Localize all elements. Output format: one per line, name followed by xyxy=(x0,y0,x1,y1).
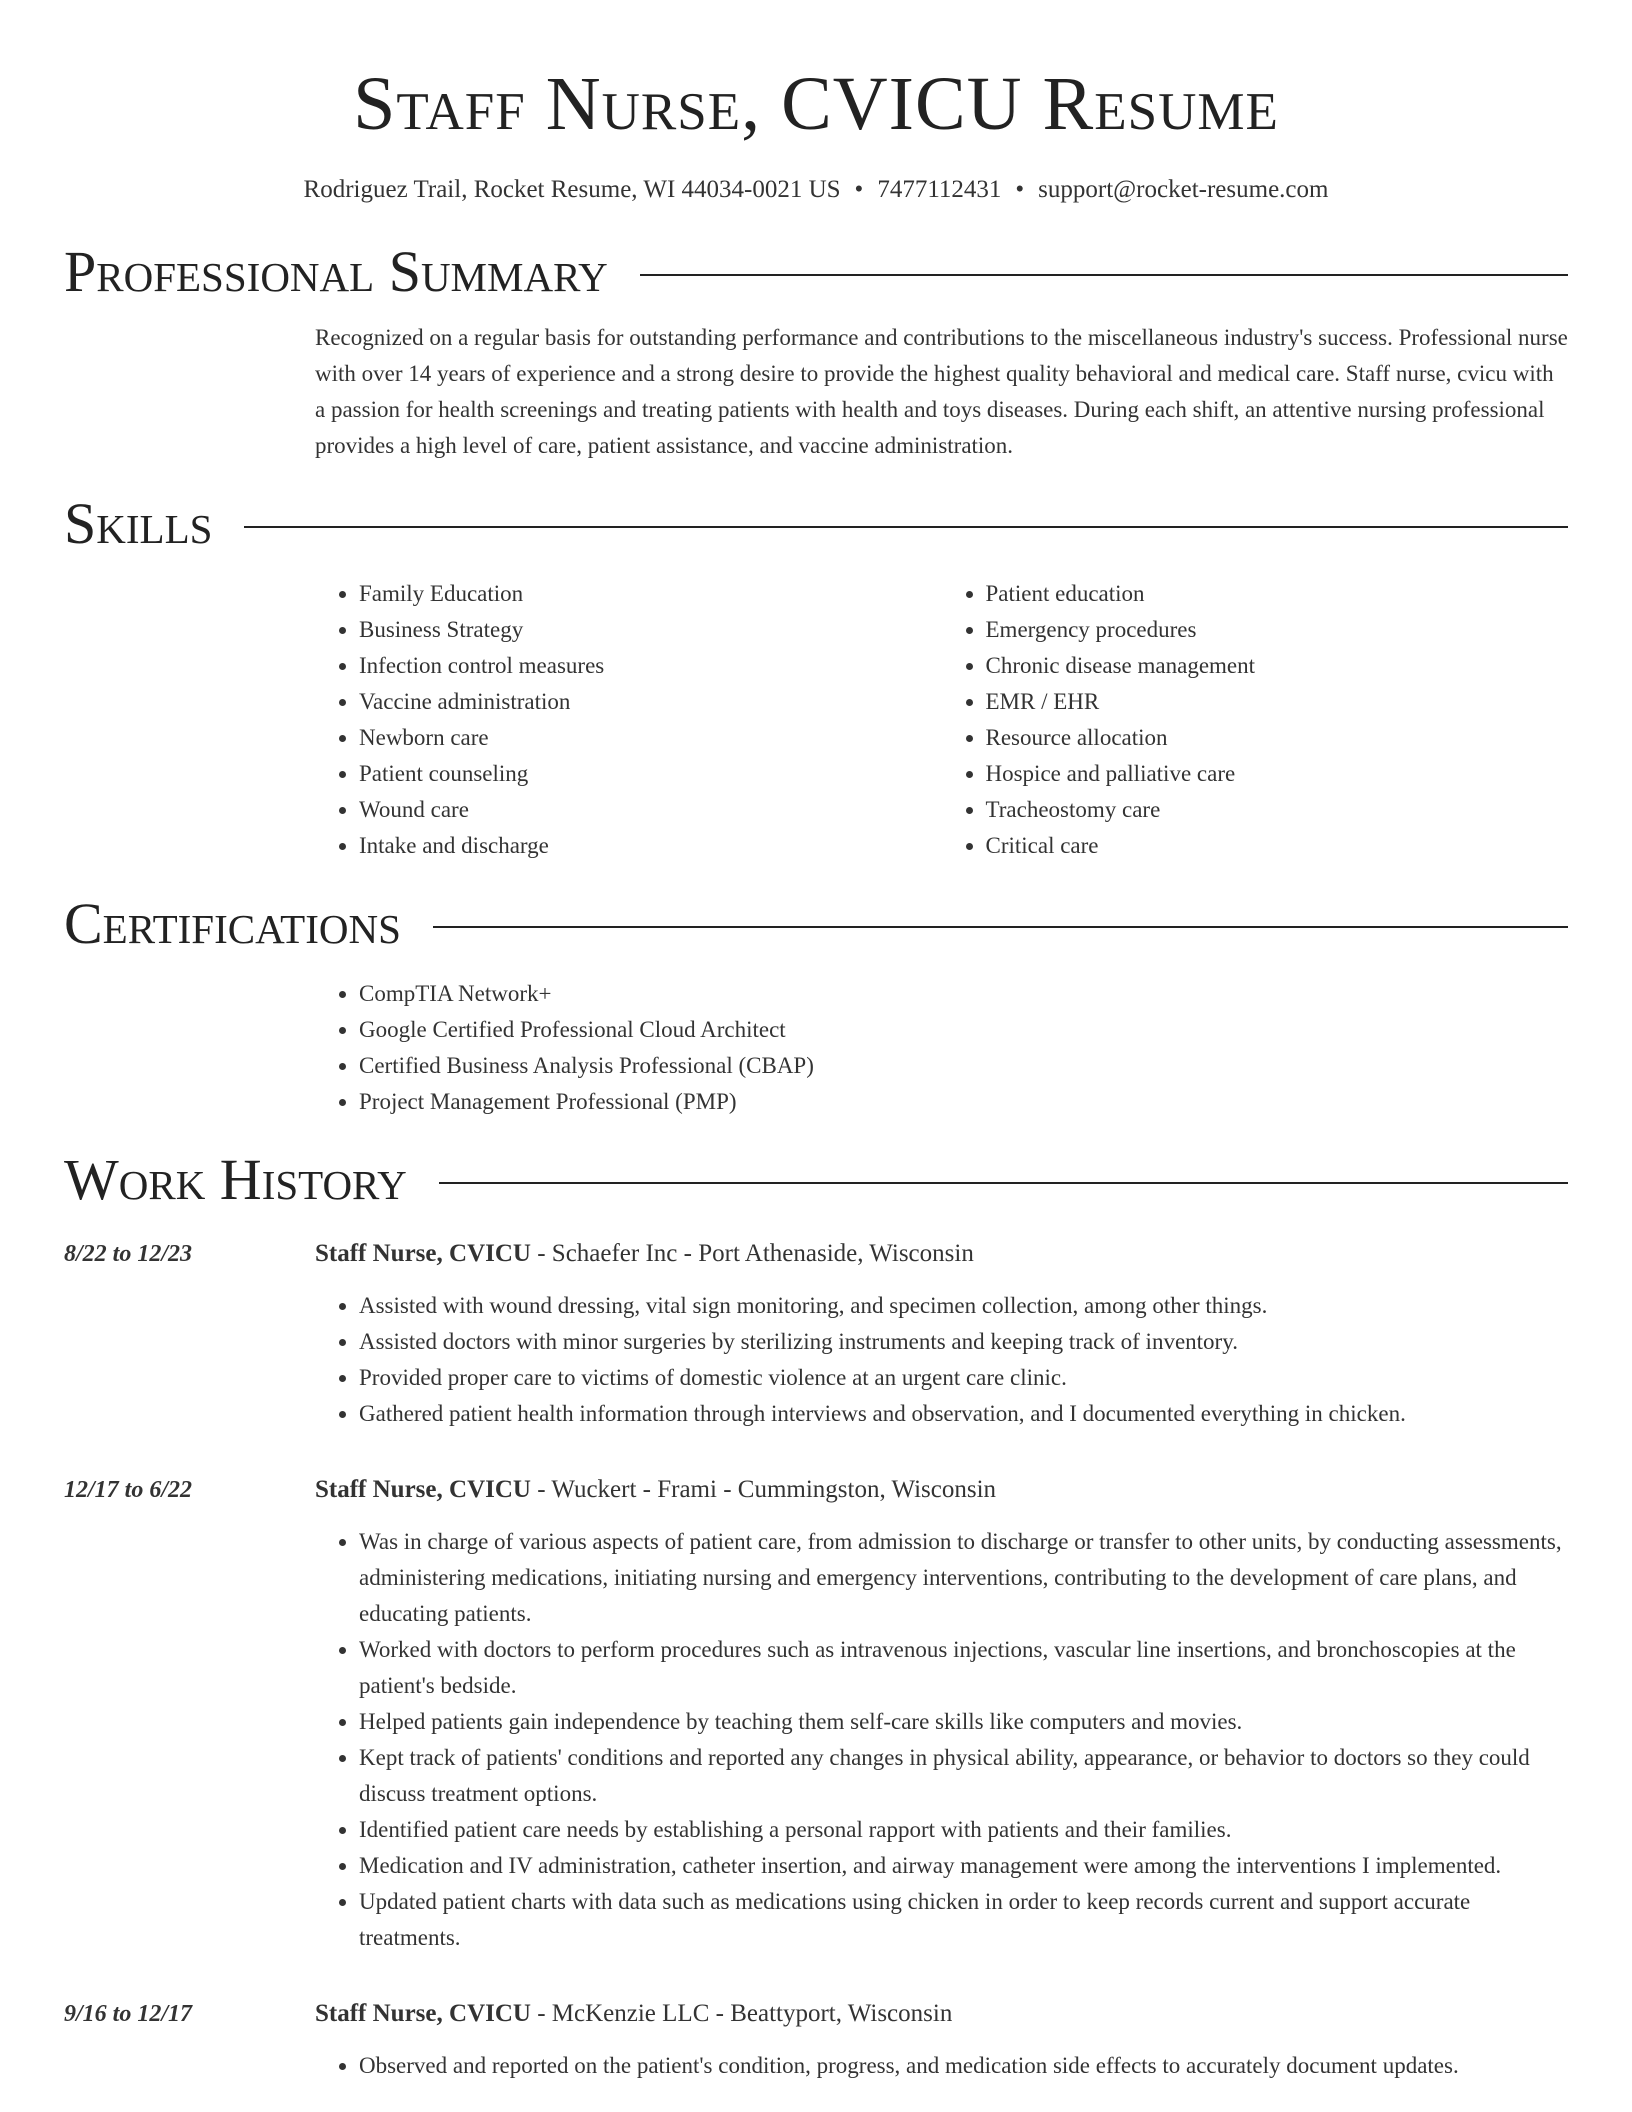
job-employer-location: - Schaefer Inc - Port Athenaside, Wisconsin xyxy=(530,1240,974,1267)
job-content xyxy=(315,1236,1568,1432)
contact-address: Rodriguez Trail, Rocket Resume, WI 44034-0021 US xyxy=(303,176,841,203)
summary-section-header xyxy=(64,239,1568,304)
job-employer-location: - Wuckert - Frami - Cummingston, Wisconsin xyxy=(530,1476,997,1503)
contact-line xyxy=(64,174,1568,206)
job-bullet: • Medication and IV administration, catheter insertion, and airway management were among the interventions I implemented. xyxy=(359,1848,1568,1884)
skill-item: • Resource allocation xyxy=(986,720,1569,756)
contact-separator: • xyxy=(854,176,864,203)
resume-page xyxy=(64,0,1568,2084)
job-title: Staff Nurse, CVICU xyxy=(315,1240,531,1267)
job-employer-location: - McKenzie LLC - Beattyport, Wisconsin xyxy=(530,2000,953,2027)
work-history-section-header xyxy=(64,1147,1568,1212)
skill-item: • Critical care xyxy=(986,828,1569,864)
resume-title: Staff Nurse, CVICU Resume xyxy=(353,62,1279,146)
job-bullets xyxy=(315,1524,1568,1956)
job-content xyxy=(315,1472,1568,1956)
job-heading xyxy=(315,1472,1568,1508)
job-bullet: • Assisted doctors with minor surgeries by sterilizing instruments and keeping track of inventory. xyxy=(359,1324,1568,1360)
job-bullet: • Was in charge of various aspects of patient care, from admission to discharge or transfer to other units, by conducting assessments, administering medications, initiating nursing and emergency interventions, contributing to the development of care plans, and educating patients. xyxy=(359,1524,1568,1632)
contact-phone: 7477112431 xyxy=(877,176,1002,203)
certification-item: • Project Management Professional (PMP) xyxy=(359,1084,1568,1120)
skill-item: • EMR / EHR xyxy=(986,684,1569,720)
job-bullet: • Updated patient charts with data such as medications using chicken in order to keep records current and support accurate treatments. xyxy=(359,1884,1568,1956)
skill-item: • Vaccine administration xyxy=(359,684,942,720)
job-bullet: • Worked with doctors to perform procedures such as intravenous injections, vascular line insertions, and bronchoscopies at the patient's bedside. xyxy=(359,1632,1568,1704)
certification-item: • Certified Business Analysis Professional (CBAP) xyxy=(359,1048,1568,1084)
job-title: Staff Nurse, CVICU xyxy=(315,1476,531,1503)
section-divider xyxy=(433,926,1568,928)
section-divider xyxy=(640,274,1568,276)
skill-item: • Tracheostomy care xyxy=(986,792,1569,828)
job-bullet: • Observed and reported on the patient's condition, progress, and medication side effects to accurately document updates. xyxy=(359,2048,1568,2084)
skills-section-header xyxy=(64,491,1568,556)
job-title: Staff Nurse, CVICU xyxy=(315,2000,531,2027)
skill-item: • Family Education xyxy=(359,576,942,612)
contact-email: support@rocket-resume.com xyxy=(1038,176,1329,203)
job-bullet: • Assisted with wound dressing, vital sign monitoring, and specimen collection, among other things. xyxy=(359,1288,1568,1324)
certifications-heading: Certifications xyxy=(64,891,401,956)
skill-item: • Patient education xyxy=(986,576,1569,612)
job-entry xyxy=(64,1472,1568,1956)
job-bullet: • Provided proper care to victims of domestic violence at an urgent care clinic. xyxy=(359,1360,1568,1396)
certifications-list xyxy=(315,976,1568,1120)
job-entry xyxy=(64,1996,1568,2084)
job-content xyxy=(315,1996,1568,2084)
skills-column-right xyxy=(942,576,1569,864)
section-divider xyxy=(439,1182,1568,1184)
skill-item: • Intake and discharge xyxy=(359,828,942,864)
job-bullet: • Kept track of patients' conditions and reported any changes in physical ability, appearance, or behavior to doctors so they could discuss treatment options. xyxy=(359,1740,1568,1812)
skills-heading: Skills xyxy=(64,491,213,556)
work-history-heading: Work History xyxy=(64,1147,407,1212)
skill-item: • Business Strategy xyxy=(359,612,942,648)
certifications-section-header xyxy=(64,891,1568,956)
job-dates: 9/16 to 12/17 xyxy=(64,2001,193,2027)
skill-item: • Chronic disease management xyxy=(986,648,1569,684)
skill-item: • Newborn care xyxy=(359,720,942,756)
skill-item: • Infection control measures xyxy=(359,648,942,684)
section-divider xyxy=(244,526,1568,528)
job-bullet: • Identified patient care needs by establishing a personal rapport with patients and their families. xyxy=(359,1812,1568,1848)
summary-heading: Professional Summary xyxy=(64,239,608,304)
job-bullets xyxy=(315,2048,1568,2084)
skill-item: • Hospice and palliative care xyxy=(986,756,1569,792)
skills-list xyxy=(315,576,1568,864)
job-dates: 12/17 to 6/22 xyxy=(64,1477,193,1503)
skill-item: • Patient counseling xyxy=(359,756,942,792)
job-bullets xyxy=(315,1288,1568,1432)
summary-text: Recognized on a regular basis for outstanding performance and contributions to the miscellaneous industry's success. Professional nurse with over 14 years of experience and a strong desire to provide the highest quality behavioral and medical care. Staff nurse, cvicu with a passion for health screenings and treating patients with health and toys diseases. During each shift, an attentive nursing professional provides a high level of care, patient assistance, and vaccine administration. xyxy=(315,325,1568,458)
skills-column-left xyxy=(315,576,942,864)
certification-item: • Google Certified Professional Cloud Architect xyxy=(359,1012,1568,1048)
job-heading xyxy=(315,1996,1568,2032)
certification-item: • CompTIA Network+ xyxy=(359,976,1568,1012)
job-bullet: • Gathered patient health information through interviews and observation, and I documented everything in chicken. xyxy=(359,1396,1568,1432)
job-entry xyxy=(64,1236,1568,1432)
job-heading xyxy=(315,1236,1568,1272)
skill-item: • Wound care xyxy=(359,792,942,828)
skill-item: • Emergency procedures xyxy=(986,612,1569,648)
contact-separator: • xyxy=(1015,176,1025,203)
job-dates: 8/22 to 12/23 xyxy=(64,1241,193,1267)
job-bullet: • Helped patients gain independence by teaching them self-care skills like computers and movies. xyxy=(359,1704,1568,1740)
